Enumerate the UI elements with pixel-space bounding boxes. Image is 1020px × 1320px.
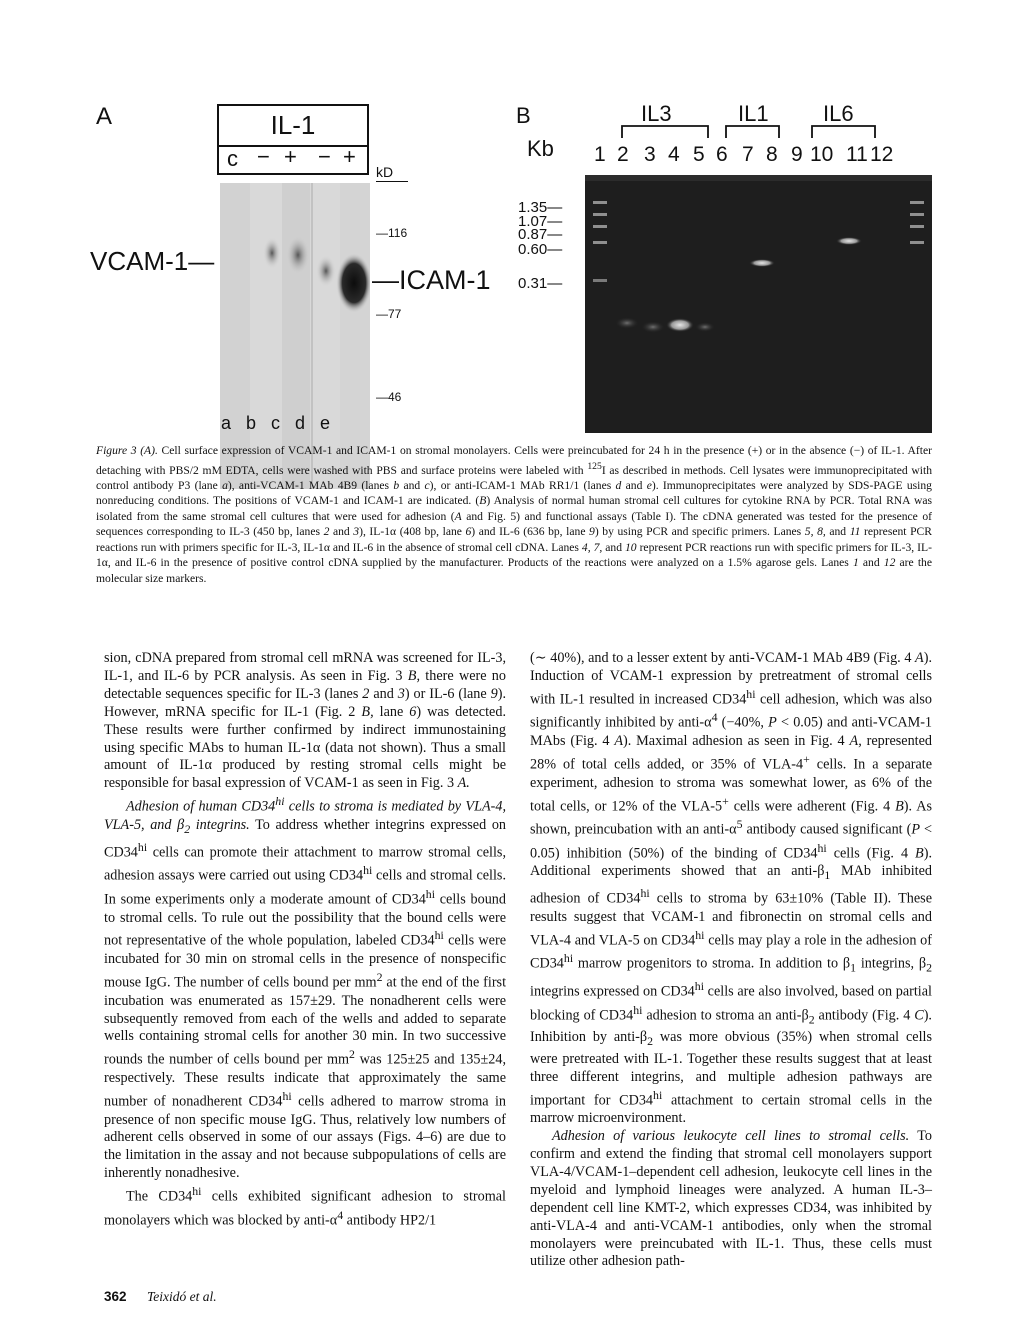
figure-panel-b: [510, 95, 932, 440]
lane-sign-1: c: [227, 146, 238, 171]
agarose-gel-image: [585, 175, 932, 433]
text-seg: B: [915, 845, 924, 862]
text-seg: represented 28% of total cells added, or 35% of VLA-4: [530, 733, 932, 773]
text-seg: To address whether integrins expressed on CD34: [104, 816, 507, 861]
text-seg: < 0.05) and anti-VCAM-1 MAbs (Fig. 4: [530, 715, 933, 750]
caption-seg: 9: [589, 525, 595, 539]
caption-seg: represent PCR reactions run with specific primers for IL-3, IL-1α, and IL-6 in the presence of positive control cDNA supplied by the manufacturer. Products of the reactions were analyzed on a 1.5% agarose gels. Lanes: [96, 540, 932, 570]
text-seg: cells were adherent (Fig. 4: [728, 798, 896, 815]
ladder-lane1-band-4: [593, 241, 607, 244]
lane-letter-d: d: [295, 413, 306, 433]
text-seg: hi: [695, 927, 705, 942]
text-seg: cells bound to stromal cells. To rule out the possibility that the bound cells were not representative of the whole population, labeled CD34: [104, 891, 506, 950]
lane-sign-3: +: [284, 144, 297, 169]
ladder-lane12-band-3: [910, 225, 924, 228]
lane-sign-5: +: [343, 144, 356, 169]
primer-smear-lane-4: [666, 318, 694, 332]
text-seg: cells and stromal cells. In some experiments only a moderate amount of CD34: [104, 868, 506, 908]
vcam1-band-lane-b: [263, 237, 281, 269]
size-marker-1-35: 1.35—: [518, 199, 563, 216]
caption-seg: and: [825, 525, 850, 539]
lane-number-7: 7: [742, 143, 754, 166]
group-label-il6: IL6: [823, 101, 854, 126]
text-seg: hi: [633, 1002, 643, 1017]
text-seg: 6: [409, 703, 417, 720]
lane-number-6: 6: [716, 143, 728, 166]
caption-seg: Figure 3 (A).: [96, 444, 158, 457]
text-seg: P: [768, 715, 777, 732]
caption-seg: Cell surface expression of VCAM-1 and ICAM-1 on stromal monolayers. Cells were preincubated for 24 h in the presence (+) or in the absence (−) of IL-1. After detaching with PBS/2 mM EDTA, cells were washed with PBS and surface proteins were labeled with: [96, 444, 932, 477]
size-marker-0-31: 0.31—: [518, 275, 563, 292]
text-seg: 1: [850, 960, 857, 975]
text-seg: 2: [349, 1047, 355, 1062]
text-seg: ). Inhibition by anti-β: [530, 1007, 932, 1045]
ladder-lane12-band-2: [910, 213, 924, 216]
text-seg: lane: [373, 703, 410, 720]
text-seg: A: [915, 650, 924, 666]
bracket-il3: [622, 126, 708, 138]
text-seg: 4: [711, 710, 718, 725]
figure-panel-a: [90, 95, 510, 440]
text-seg: ). However, mRNA specific for IL-1 (Fig. 2: [104, 685, 506, 720]
caption-seg: d: [615, 478, 622, 492]
text-seg: (−40%,: [717, 715, 769, 732]
text-seg: antibody (Fig. 4: [814, 1007, 915, 1024]
caption-seg: c: [424, 478, 430, 492]
lane-number-2: 2: [617, 143, 629, 166]
size-marker-1-07: 1.07—: [518, 213, 563, 230]
text-seg: cells were incubated for 30 min on stromal cells in the presence of nonspecific mouse IgG. The number of cells bound per mm: [104, 933, 506, 991]
text-seg: cells exhibited significant adhesion to stromal monolayers which was blocked by anti-α: [104, 1188, 506, 1229]
text-seg: hi: [653, 1087, 663, 1102]
body-paragraph: [530, 1128, 932, 1271]
text-seg: antibody HP2/1: [343, 1212, 437, 1229]
text-seg: hi: [363, 863, 373, 878]
text-seg: at the end of the first incubation was enumerated as 157±29. The nonadherent cells were subsequently removed from each of the wells and added to separate wells containing stromal cells for another 30 min. In two successive rounds the number of cells bound per mm: [104, 974, 507, 1069]
caption-seg: 125: [587, 460, 602, 472]
text-seg: hi: [817, 840, 827, 855]
text-seg: 4: [337, 1207, 344, 1222]
text-seg: ). As shown, preincubation with an anti-α: [530, 798, 932, 838]
caption-seg: are the molecular size markers.: [96, 556, 932, 585]
lane-number-3: 3: [644, 143, 656, 166]
text-seg: cells. In a separate experiment, adhesion to stroma was somewhat lower, as 6% of the total cells, or 12% of the VLA-5: [530, 756, 933, 815]
lane-letter-b: b: [246, 413, 257, 433]
body-paragraph: [104, 793, 506, 1183]
text-seg: ). Induction of VCAM-1 expression by pretreatment of stromal cells with IL-1 resulted in increased CD34: [530, 650, 932, 708]
text-seg: marrow progenitors to stroma. In addition to β: [573, 956, 851, 973]
lane-letter-a: a: [221, 413, 232, 433]
primer-smear-lane-3: [641, 321, 665, 333]
caption-seg: ), anti-VCAM-1 MAb 4B9 (lanes: [227, 478, 394, 492]
text-seg: integrins, β: [856, 956, 927, 973]
ladder-lane1-band-5: [593, 279, 607, 282]
caption-seg: ). Immunoprecipitates were analyzed by SDS-PAGE using nonreducing conditions. The positions of VCAM-1 and ICAM-1 are indicated. (: [96, 478, 932, 508]
caption-seg: and: [399, 478, 425, 492]
text-seg: adhesion to stroma an anti-β: [642, 1007, 809, 1024]
primer-smear-lane-5: [695, 322, 715, 332]
text-seg: hi: [563, 951, 574, 966]
text-seg: hi: [640, 886, 650, 901]
text-seg: cells are also involved, based on partial blocking of CD34: [530, 983, 932, 1024]
marker-46: —46: [376, 390, 402, 404]
ladder-lane1-band-3: [593, 225, 607, 228]
text-seg: cells may play a role in the adhesion of CD34: [530, 932, 932, 973]
text-seg: A.: [457, 775, 470, 792]
lane-number-12: 12: [870, 143, 894, 166]
product-band-lane-9: [836, 237, 862, 245]
caption-seg: 2: [323, 525, 330, 539]
text-seg: B,: [407, 667, 420, 684]
caption-seg: a: [222, 478, 228, 492]
text-seg: 2: [647, 1033, 654, 1048]
kb-label: Kb: [527, 136, 554, 161]
caption-seg: I as described in methods. Cell lysates were immunoprecipitated with control antibody P3 (lane: [96, 463, 932, 492]
text-seg: hi: [746, 686, 756, 701]
caption-seg: 4, 7,: [581, 540, 603, 554]
lane-number-11: 11: [846, 143, 868, 166]
text-seg: The CD34: [126, 1188, 193, 1205]
text-seg: hi: [192, 1184, 202, 1199]
lane-number-5: 5: [693, 143, 705, 166]
vcam1-band-lane-c: [286, 235, 310, 275]
caption-seg: ) Analysis of normal human stromal cell cultures for cytokine RNA by PCR. Total RNA was isolated from the same stromal cell cultures that were used for adhesion (: [96, 494, 932, 523]
lane-number-8: 8: [766, 143, 778, 166]
running-authors: Teixidó et al.: [147, 1289, 217, 1304]
caption-seg: ), IL-1α (408 bp, lane: [359, 525, 466, 539]
caption-seg: 10: [625, 540, 637, 554]
lane-letter-e: e: [320, 413, 331, 433]
lane-sign-4: −: [318, 144, 331, 169]
marker-77: —77: [376, 307, 402, 321]
text-seg: integrins.: [190, 816, 250, 833]
text-seg: hi: [425, 886, 435, 901]
text-seg: MAb inhibited adhesion of CD34: [530, 863, 933, 907]
text-seg: C: [914, 1007, 924, 1024]
text-seg: attachment to certain stromal cells in the marrow microenvironment.: [530, 1092, 932, 1127]
text-seg: B: [895, 798, 904, 815]
text-seg: 5: [736, 817, 743, 832]
bracket-il1: [726, 126, 779, 138]
text-seg: 3: [397, 685, 405, 702]
vcam1-position-label: VCAM-1—: [90, 246, 215, 276]
text-seg: 2: [362, 685, 370, 702]
text-seg: ). Additional experiments showed that an anti-β: [530, 845, 932, 880]
primer-smear-lane-2: [615, 317, 639, 329]
lane-number-9: 9: [791, 143, 803, 166]
ladder-lane1-band-1: [593, 201, 607, 204]
text-seg: hi: [282, 1088, 292, 1103]
caption-seg: and Fig. 5) and functional assays (Table I). The cDNA generated was tested for the presence of sequences corresponding to IL-3 (450 bp, lanes: [96, 509, 932, 539]
text-seg: +: [722, 793, 729, 808]
text-seg: integrins expressed on CD34: [530, 983, 695, 1000]
caption-seg: 6: [465, 525, 472, 539]
body-paragraph: [104, 1183, 506, 1230]
text-seg: ) was detected. These results were further confirmed by indirect immunostaining using specific MAbs to human IL-1α (data not shown). Thus a small amount of IL-1α produced by resting stromal cells might be responsible for basal expression of VCAM-1 as seen in Fig. 3: [104, 703, 506, 792]
text-seg: 2: [184, 821, 191, 836]
panel-a-letter: A: [96, 103, 113, 130]
body-paragraph: [104, 650, 506, 793]
caption-seg: and: [621, 478, 647, 492]
text-seg: sion, cDNA prepared from stromal cell mRNA was screened for IL-3, IL-1, and IL-6 by PCR analysis. As seen in Fig. 3: [104, 650, 506, 684]
il1-treatment-box: [217, 104, 369, 175]
bracket-il6: [812, 126, 875, 138]
text-seg: cells adhered to marrow stroma in presence of non specific mouse IgG. Thus, relatively low numbers of adherent cells observed in some of our assays (Figs. 4–6) are due to the limitation in the assay and not because subpopulations of cells are inherently nonadhesive.: [104, 1093, 506, 1182]
il1-box-title: IL-1: [270, 110, 316, 140]
caption-seg: and: [858, 556, 884, 570]
text-seg: < 0.05) inhibition (50%) of the binding of CD34: [530, 821, 932, 862]
text-seg: Adhesion of various leukocyte cell lines to stromal cells.: [552, 1128, 910, 1145]
caption-seg: b: [393, 478, 400, 492]
text-seg: cells can promote their attachment to marrow stromal cells, adhesion assays were carried out using CD34: [104, 844, 506, 884]
icam1-position-label: —ICAM-1: [372, 265, 491, 295]
right-text-column: [530, 650, 932, 1271]
size-marker-0-87: 0.87—: [518, 226, 563, 243]
kd-underline: [376, 181, 408, 182]
kd-label: kD: [376, 164, 394, 180]
group-brackets: [510, 95, 932, 145]
text-seg: ). Maximal adhesion as seen in Fig. 4: [623, 733, 850, 750]
lane-number-10: 10: [810, 143, 834, 166]
marker-116: —116: [376, 226, 408, 240]
text-seg: 9: [490, 685, 498, 702]
text-seg: hi: [694, 978, 704, 993]
text-seg: 2: [808, 1012, 815, 1027]
caption-seg: 11: [849, 525, 861, 539]
text-seg: P: [911, 821, 920, 838]
text-seg: there were no detectable sequences specific for IL-3 (lanes: [104, 667, 506, 702]
caption-seg: 3: [353, 525, 360, 539]
text-seg: was 125±25 and 135±24, respectively. These results indicate that approximately the same number of nonadherent CD34: [104, 1052, 506, 1110]
ladder-lane12-band-4: [910, 241, 924, 244]
ladder-lane12-band-1: [910, 201, 924, 204]
size-marker-0-60: 0.60—: [518, 241, 563, 258]
text-seg: 2: [376, 970, 383, 984]
text-seg: B,: [361, 703, 374, 720]
text-seg: ) or IL-6 (lane: [404, 685, 491, 702]
page-number: 362: [104, 1289, 127, 1304]
caption-seg: ) by using PCR and specific primers. Lanes: [594, 525, 805, 539]
ladder-lane1-band-2: [593, 213, 607, 216]
caption-seg: A: [454, 509, 462, 523]
caption-seg: 1: [852, 556, 859, 570]
lane-sign-2: −: [257, 144, 270, 169]
text-seg: 1: [824, 868, 831, 883]
caption-seg: represent PCR reactions run with primers specific for IL-3, IL-1α and IL-6 in the absence of stromal cell cDNA. Lanes: [96, 525, 932, 554]
text-seg: cells to stroma is mediated by VLA-4, VLA-5, and β: [104, 798, 506, 833]
gel-bands-svg: [585, 175, 932, 433]
body-paragraph: [530, 650, 932, 1128]
lane-number-1: 1: [594, 143, 606, 166]
text-seg: To confirm and extend the finding that stromal cell monolayers support VLA-4/VCAM-1–dependent cell adhesion, leukocyte cell lines in the myeloid and lymphoid lineages were analyzed. A human IL-3–dependent cell line KMT-2, which expresses CD34, was inhibited by anti-VLA-4 and anti-VCAM-1 antibodies, only when the stromal monolayers were preincubated with IL-1. Thus, these cells must utilize other adhesion path-: [530, 1128, 932, 1270]
group-label-il3: IL3: [641, 101, 672, 126]
text-seg: cell adhesion, which was also significantly inhibited by anti-α: [530, 691, 932, 732]
text-seg: was more obvious (35%) when stromal cells were pretreated with IL-1. Together these results suggest that at least three different integrins, and multiple adhesion pathways are important for CD34: [530, 1028, 932, 1109]
caption-seg: B: [479, 494, 487, 508]
icam1-band-lane-d: [316, 255, 336, 287]
text-seg: A: [614, 733, 624, 750]
panel-b-letter: B: [516, 103, 531, 128]
text-seg: A,: [849, 733, 862, 750]
caption-seg: ), or anti-ICAM-1 MAb RR1/1 (lanes: [429, 478, 616, 492]
text-seg: antibody caused significant (: [742, 821, 912, 838]
figure-caption: [96, 443, 932, 586]
caption-seg: 12: [883, 556, 896, 570]
caption-seg: and: [329, 525, 354, 539]
product-band-lane-6: [749, 259, 775, 267]
text-seg: +: [803, 752, 810, 766]
text-seg: 2: [926, 960, 932, 975]
text-seg: hi: [275, 794, 285, 809]
text-seg: hi: [434, 928, 444, 943]
text-seg: cells to stroma by 63±10% (Table II). These results suggest that VCAM-1 and fibronectin on stromal cells and VLA-4 and VLA-5 on CD34: [530, 890, 932, 949]
gel-well-strip: [585, 175, 932, 181]
group-label-il1: IL1: [738, 101, 769, 126]
caption-seg: ) and IL-6 (636 bp, lane: [471, 525, 590, 539]
lane-letter-c: c: [271, 413, 280, 433]
lane-number-4: 4: [668, 143, 680, 166]
caption-seg: e: [646, 478, 652, 492]
text-seg: cells (Fig. 4: [826, 845, 916, 862]
text-seg: Adhesion of human CD34: [126, 798, 276, 815]
text-seg: (∼ 40%), and to a lesser extent by anti-VCAM-1 MAb 4B9 (Fig. 4: [530, 650, 916, 666]
left-text-column: [104, 650, 506, 1230]
caption-seg: and: [602, 540, 625, 554]
text-seg: and: [369, 685, 398, 702]
text-seg: hi: [137, 839, 148, 854]
caption-seg: 5, 8,: [804, 525, 826, 539]
